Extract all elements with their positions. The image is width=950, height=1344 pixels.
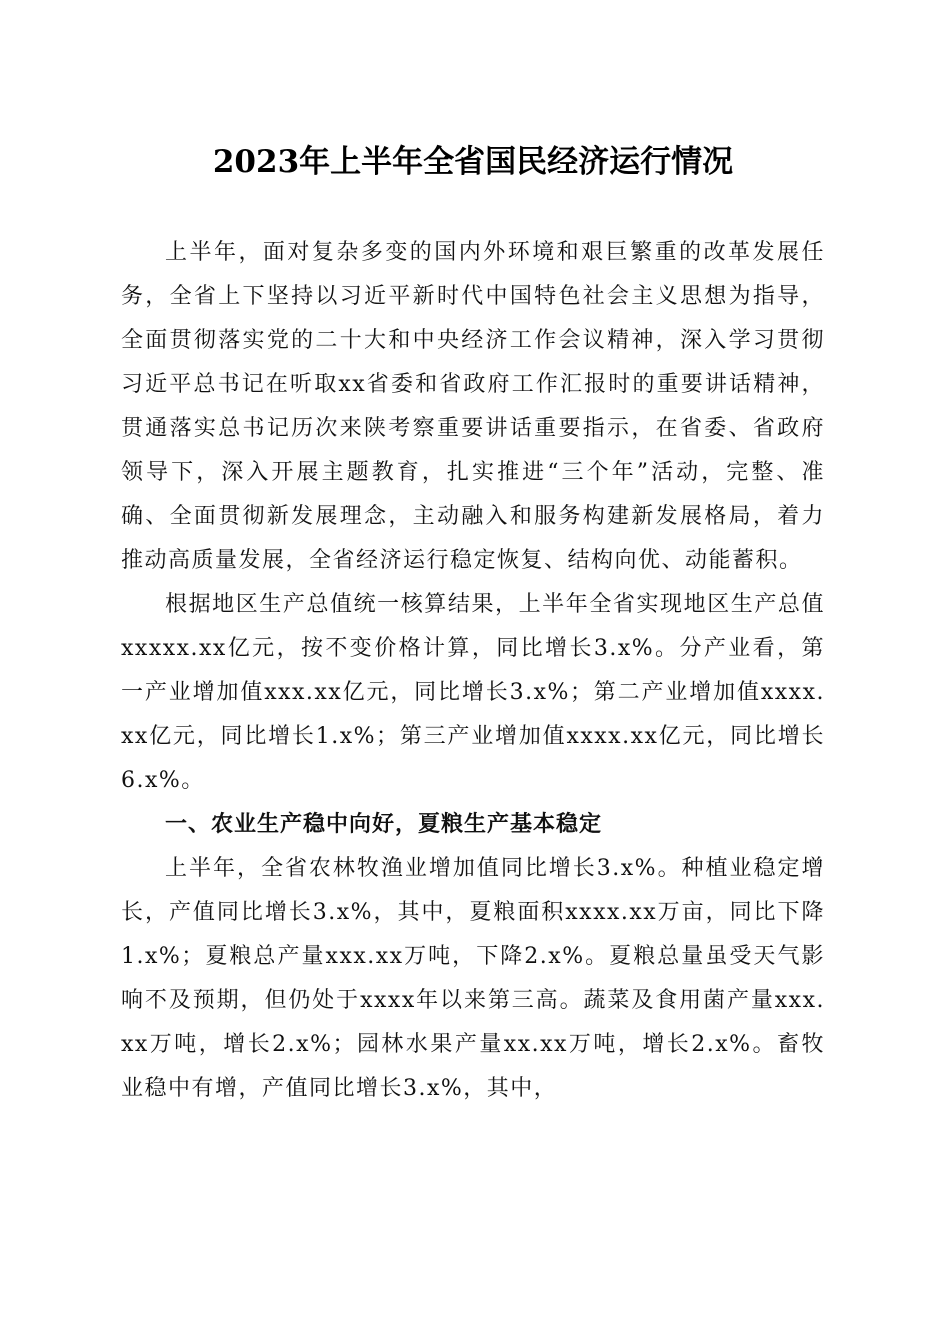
section-heading-agriculture: 一、农业生产稳中向好，夏粮生产基本稳定 — [165, 812, 603, 837]
document-title: 2023年上半年全省国民经济运行情况 — [212, 144, 734, 180]
agriculture-paragraph: 上半年，全省农林牧渔业增加值同比增长3.x%。种植业稳定增长，产值同比增长3.x%，其中，夏粮面积xxxx.xx万亩，同比下降1.x%；夏粮总产量xxx.xx万吨，下降2.x%。夏粮总量虽受天气影响不及预期，但仍处于xxxx年以来第三高。蔬菜及食用菌产量xxx.xx万吨，增长2.x%；园林水果产量xx.xx万吨，增长2.x%。畜牧业稳中有增，产值同比增长3.x%，其中， — [121, 856, 825, 1101]
gdp-paragraph: 根据地区生产总值统一核算结果，上半年全省实现地区生产总值xxxxx.xx亿元，按不变价格计算，同比增长3.x%。分产业看，第一产业增加值xxx.xx亿元，同比增长3.x%；第二产业增加值xxxx.xx亿元，同比增长1.x%；第三产业增加值xxxx.xx亿元，同比增长6.x%。 — [121, 592, 825, 793]
intro-paragraph: 上半年，面对复杂多变的国内外环境和艰巨繁重的改革发展任务，全省上下坚持以习近平新时代中国特色社会主义思想为指导，全面贯彻落实党的二十大和中央经济工作会议精神，深入学习贯彻习近平总书记在听取xx省委和省政府工作汇报时的重要讲话精神，贯通落实总书记历次来陕考察重要讲话重要指示，在省委、省政府领导下，深入开展主题教育，扎实推进“三个年”活动，完整、准确、全面贯彻新发展理念，主动融入和服务构建新发展格局，着力推动高质量发展，全省经济运行稳定恢复、结构向优、动能蓄积。 — [121, 240, 825, 573]
document-body — [121, 231, 825, 1111]
